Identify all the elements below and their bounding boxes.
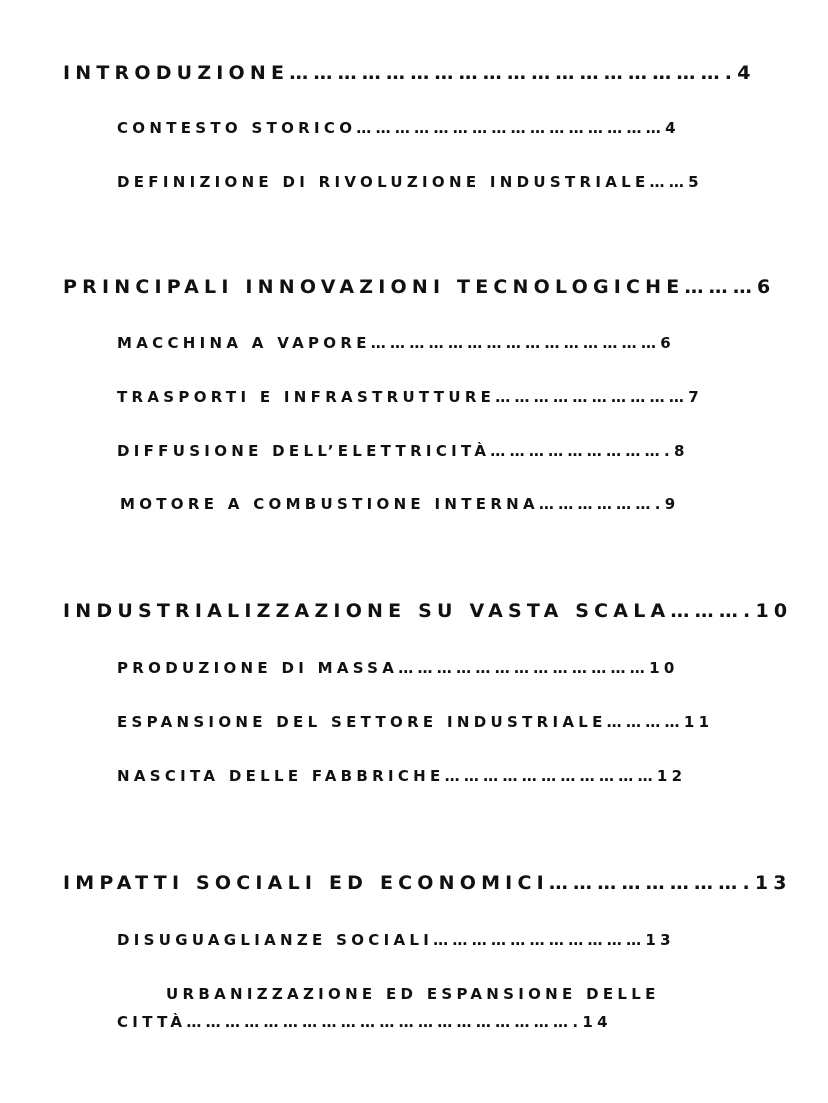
toc-section-macchina-a-vapore: MACCHINA A VAPORE………………………………………6 (117, 334, 675, 352)
toc-section-definizione: DEFINIZIONE DI RIVOLUZIONE INDUSTRIALE……5 (117, 173, 703, 191)
toc-chapter-introduzione: INTRODUZIONE……………………………………………….4 (63, 62, 756, 84)
toc-section-trasporti: TRASPORTI E INFRASTRUTTURE…………………………7 (117, 388, 703, 406)
toc-chapter-innovazioni: PRINCIPALI INNOVAZIONI TECNOLOGICHE………6 (63, 276, 776, 298)
toc-section-fabbriche: NASCITA DELLE FABBRICHE……………………………12 (117, 767, 687, 785)
toc-section-espansione-settore: ESPANSIONE DEL SETTORE INDUSTRIALE…………11 (117, 713, 714, 731)
toc-section-urbanizzazione-line2: CITTÀ…………………………………………………….14 (117, 1013, 612, 1031)
toc-chapter-industrializzazione: INDUSTRIALIZZAZIONE SU VASTA SCALA……….10 (63, 600, 793, 622)
toc-section-disuguaglianze: DISUGUAGLIANZE SOCIALI……………………………13 (117, 931, 675, 949)
toc-section-elettricita: DIFFUSIONE DELL’ELETTRICITÀ……………………….8 (117, 442, 689, 460)
toc-chapter-impatti: IMPATTI SOCIALI ED ECONOMICI…………………….13 (63, 872, 792, 894)
toc-section-contesto-storico: CONTESTO STORICO…………………………………………4 (117, 119, 680, 137)
toc-section-urbanizzazione-line1: URBANIZZAZIONE ED ESPANSIONE DELLE (166, 985, 660, 1003)
toc-section-produzione-di-massa: PRODUZIONE DI MASSA…………………………………10 (117, 659, 679, 677)
toc-section-motore: MOTORE A COMBUSTIONE INTERNA……………….9 (120, 495, 680, 513)
